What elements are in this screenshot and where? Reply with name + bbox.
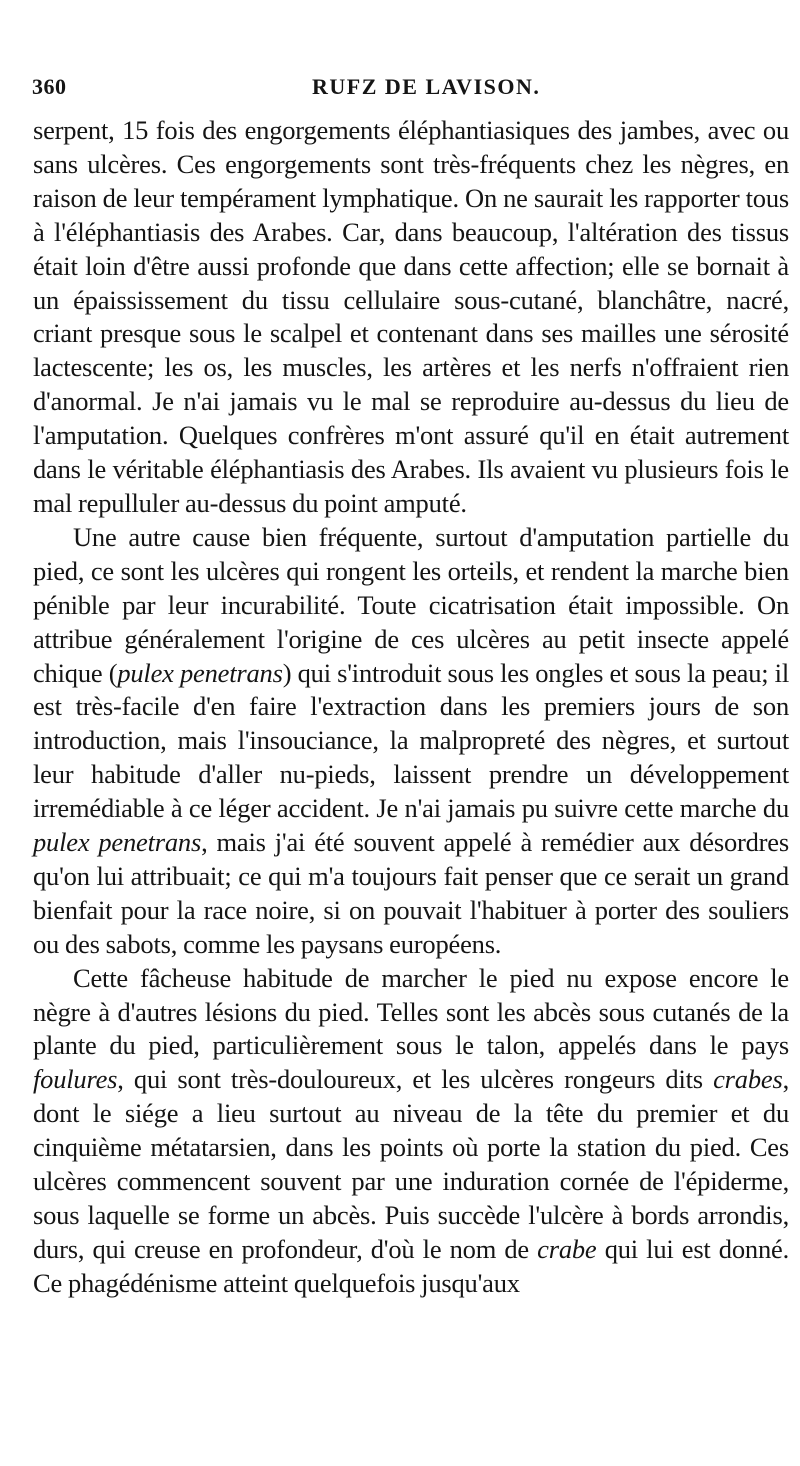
italic-term: crabes (713, 1064, 783, 1095)
text-run: serpent, 15 fois des engorgements éléphantiasiques des jambes, avec ou sans ulcères. Ces engorgements sont très-fréquents chez les nègres, en raison de leur tempérament lymphatique. On ne saurait les rapporter tous à l'éléphantiasis des Arabes. Car, dans beaucoup, l'altération des tissus était loin d'être aussi profonde que dans cette affection; elle se bornait à un épaississement du tissu cellulaire sous-cutané, blanchâtre, nacré, criant presque sous le scalpel et contenant dans ses mailles une sérosité lactescente; les os, les muscles, les artères et les nerfs n'offraient rien d'anormal. Je n'ai jamais vu le mal se reproduire au-dessus du lieu de l'amputation. Quelques confrères m'ont assuré qu'il en était autrement dans le véritable éléphantiasis des Arabes. Ils avaient vu plusieurs fois le mal repulluler au-dessus du point amputé. (33, 115, 789, 518)
text-run: Une autre cause bien fréquente, surtout d'amputation partielle du pied, ce sont les ulcères qui rongent les orteils, et rendent la marche bien pénible par leur incurabilité. Toute cicatrisation était impossible. On attribue généralement l'origine de ces ulcères au petit insecte appelé chique ( (33, 521, 789, 688)
text-run: , mais j'ai été souvent appelé à remédier aux désordres qu'on lui attribuait; ce qui m'a toujours fait penser que ce serait un grand bienfait pour la race noire, si on pouvait l'habituer à porter des souliers ou des sabots, comme les paysans européens. (33, 827, 789, 959)
running-head (32, 74, 780, 108)
running-title: RUFZ DE LAVISON. (312, 74, 541, 99)
text-run: ) qui s'introduit sous les ongles et sous la peau; il est très-facile d'en faire l'extraction dans les premiers jours de son introduction, mais l'insouciance, la malpropreté des nègres, et surtout leur habitude d'aller nu-pieds, laissent prendre un développement irremédiable à ce léger accident. Je n'ai jamais pu suivre cette marche du (33, 657, 789, 824)
italic-term: crabe (537, 1233, 597, 1264)
paragraph-2 (33, 521, 789, 962)
page-number: 360 (32, 74, 67, 99)
paragraph-3 (33, 962, 789, 1301)
body-text (33, 114, 789, 1301)
text-run: , qui sont très-douloureux, et les ulcères rongeurs dits (117, 1064, 714, 1095)
italic-term: foulures (33, 1064, 118, 1095)
italic-term: pulex penetrans (117, 657, 283, 688)
text-run: Cette fâcheuse habitude de marcher le pied nu expose encore le nègre à d'autres lésions du pied. Telles sont les abcès sous cutanés de la plante du pied, particulièrement sous le talon, appelés dans le pays (33, 962, 789, 1061)
text-run: , dont le siége a lieu surtout au niveau de la tête du premier et du cinquième métatarsien, dans les points où porte la station du pied. Ces ulcères commencent souvent par une induration cornée de l'épiderme, sous laquelle se forme un abcès. Puis succède l'ulcère à bords arrondis, durs, qui creuse en profondeur, d'où le nom de (33, 1064, 789, 1264)
italic-term: pulex penetrans (33, 827, 202, 858)
text-run: qui lui est donné. Ce phagédénisme atteint quelquefois jusqu'aux (33, 1233, 789, 1298)
paragraph-1 (33, 114, 789, 521)
